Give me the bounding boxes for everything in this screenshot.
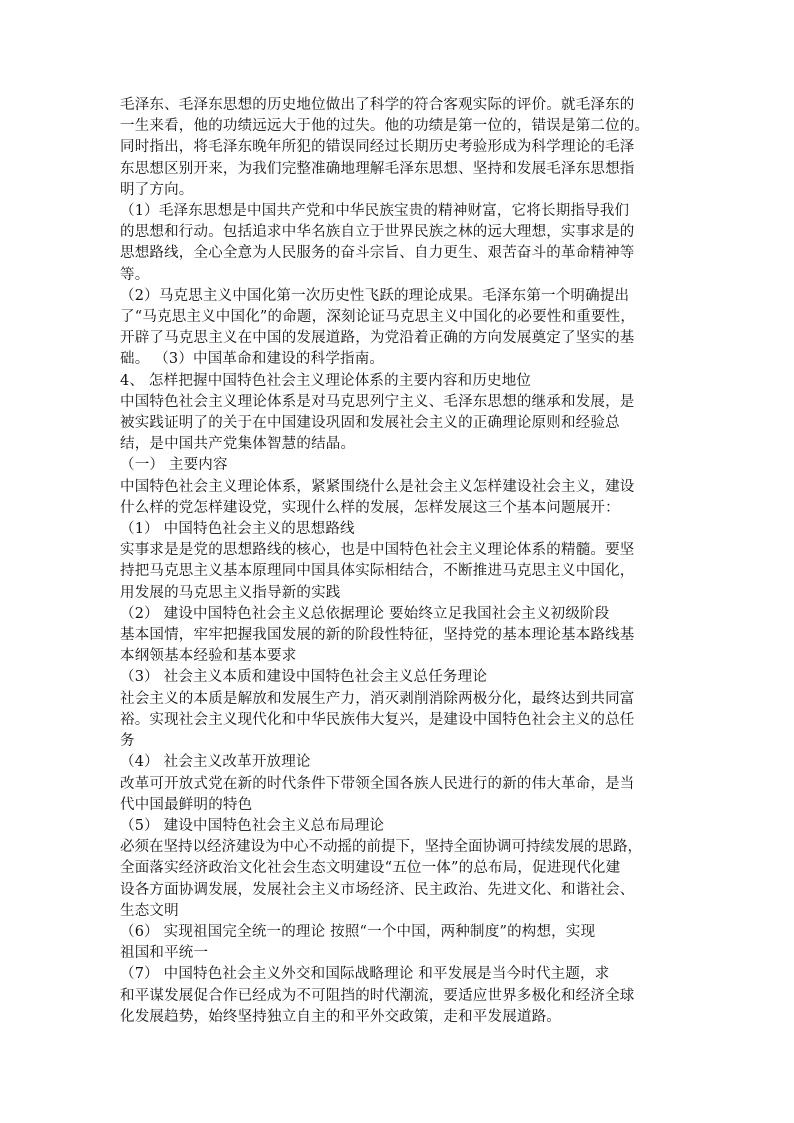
subsection-heading: （一） 主要内容 bbox=[120, 457, 228, 474]
text-line: 生态文明 bbox=[120, 902, 179, 919]
text-line: （1）毛泽东思想是中国共产党和中华民族宝贵的精神财富，它将长期指导我们 bbox=[120, 203, 630, 220]
text-line: 开辟了马克思主义在中国的发展道路，为党沿着正确的方向发展奠定了坚实的基 bbox=[120, 330, 635, 347]
text-line: 了“马克思主义中国化”的命题，深刻论证马克思主义中国化的必要性和重要性， bbox=[120, 309, 636, 326]
text-line: 同时指出，将毛泽东晚年所犯的错误同经过长期历史考验形成为科学理论的毛泽 bbox=[120, 139, 635, 156]
text-line: 什么样的党怎样建设党，实现什么样的发展，怎样发展这三个基本问题展开： bbox=[120, 499, 620, 516]
list-item-heading: （5） 建设中国特色社会主义总布局理论 bbox=[120, 817, 385, 834]
text-line: 基本国情，牢牢把握我国发展的新的阶段性特征，坚持党的基本理论基本路线基 bbox=[120, 627, 635, 644]
text-line: 中国特色社会主义理论体系，紧紧围绕什么是社会主义怎样建设社会主义，建设 bbox=[120, 478, 635, 495]
text-line: 的思想和行动。包括追求中华名族自立于世界民族之林的远大理想，实事求是的 bbox=[120, 224, 635, 241]
text-line: 中国特色社会主义理论体系是对马克思列宁主义、毛泽东思想的继承和发展，是 bbox=[120, 393, 635, 410]
text-line: 思想路线，全心全意为人民服务的奋斗宗旨、自力更生、艰苦奋斗的革命精神等 bbox=[120, 245, 635, 262]
section-heading: 4、 怎样把握中国特色社会主义理论体系的主要内容和历史地位 bbox=[120, 372, 532, 389]
text-line: 设各方面协调发展，发展社会主义市场经济、民主政治、先进文化、和谐社会、 bbox=[120, 881, 635, 898]
text-line: 全面落实经济政治文化社会生态文明建设“五位一体”的总布局，促进现代化建 bbox=[120, 860, 621, 877]
text-line: 社会主义的本质是解放和发展生产力，消灭剥削消除两极分化，最终达到共同富 bbox=[120, 690, 635, 707]
text-line: 用发展的马克思主义指导新的实践 bbox=[120, 584, 341, 601]
text-line: 务 bbox=[120, 733, 135, 750]
text-line: 被实践证明了的关于在中国建设巩固和发展社会主义的正确理论原则和经验总 bbox=[120, 415, 620, 432]
text-line: 等。 bbox=[120, 266, 150, 283]
list-item-heading: （7） 中国特色社会主义外交和国际战略理论 和平发展是当今时代主题，求 bbox=[120, 966, 610, 983]
text-line: 础。 （3）中国革命和建设的科学指南。 bbox=[120, 351, 385, 368]
text-line: 裕。实现社会主义现代化和中华民族伟大复兴，是建设中国特色社会主义的总任 bbox=[120, 711, 635, 728]
text-line: 祖国和平统一 bbox=[120, 945, 209, 962]
list-item-heading: （1） 中国特色社会主义的思想路线 bbox=[120, 521, 355, 538]
text-line: 实事求是是党的思想路线的核心，也是中国特色社会主义理论体系的精髓。要坚 bbox=[120, 542, 635, 559]
text-line: 改革可开放式党在新的时代条件下带领全国各族人民进行的新的伟大革命，是当 bbox=[120, 775, 635, 792]
text-line: 本纲领基本经验和基本要求 bbox=[120, 648, 297, 665]
list-item-heading: （4） 社会主义改革开放理论 bbox=[120, 754, 311, 771]
text-line: 持把马克思主义基本原理同中国具体实际相结合，不断推进马克思主义中国化， bbox=[120, 563, 635, 580]
text-line: 一生来看，他的功绩远远大于他的过失。他的功绩是第一位的，错误是第二位的。 bbox=[120, 118, 650, 135]
text-line: （2）马克思主义中国化第一次历史性飞跃的理论成果。毛泽东第一个明确提出 bbox=[120, 287, 630, 304]
text-line: 和平谋发展促合作已经成为不可阻挡的时代潮流，要适应世界多极化和经济全球 bbox=[120, 987, 635, 1004]
list-item-heading: （3） 社会主义本质和建设中国特色社会主义总任务理论 bbox=[120, 669, 488, 686]
text-line: 化发展趋势，始终坚持独立自主的和平外交政策，走和平发展道路。 bbox=[120, 1008, 561, 1025]
document-body bbox=[120, 95, 680, 1028]
text-line: 结，是中国共产党集体智慧的结晶。 bbox=[120, 436, 356, 453]
text-line: 明了方向。 bbox=[120, 181, 194, 198]
list-item-heading: （6） 实现祖国完全统一的理论 按照“一个中国，两种制度”的构想，实现 bbox=[120, 923, 596, 940]
text-line: 毛泽东、毛泽东思想的历史地位做出了科学的符合客观实际的评价。就毛泽东的 bbox=[120, 97, 635, 113]
text-line: 必须在坚持以经济建设为中心不动摇的前提下，坚持全面协调可持续发展的思路， bbox=[120, 839, 642, 856]
list-item-heading: （2） 建设中国特色社会主义总依据理论 要始终立足我国社会主义初级阶段 bbox=[120, 605, 610, 622]
text-line: 代中国最鲜明的特色 bbox=[120, 796, 253, 813]
text-line: 东思想区别开来，为我们完整准确地理解毛泽东思想、坚持和发展毛泽东思想指 bbox=[120, 160, 635, 177]
